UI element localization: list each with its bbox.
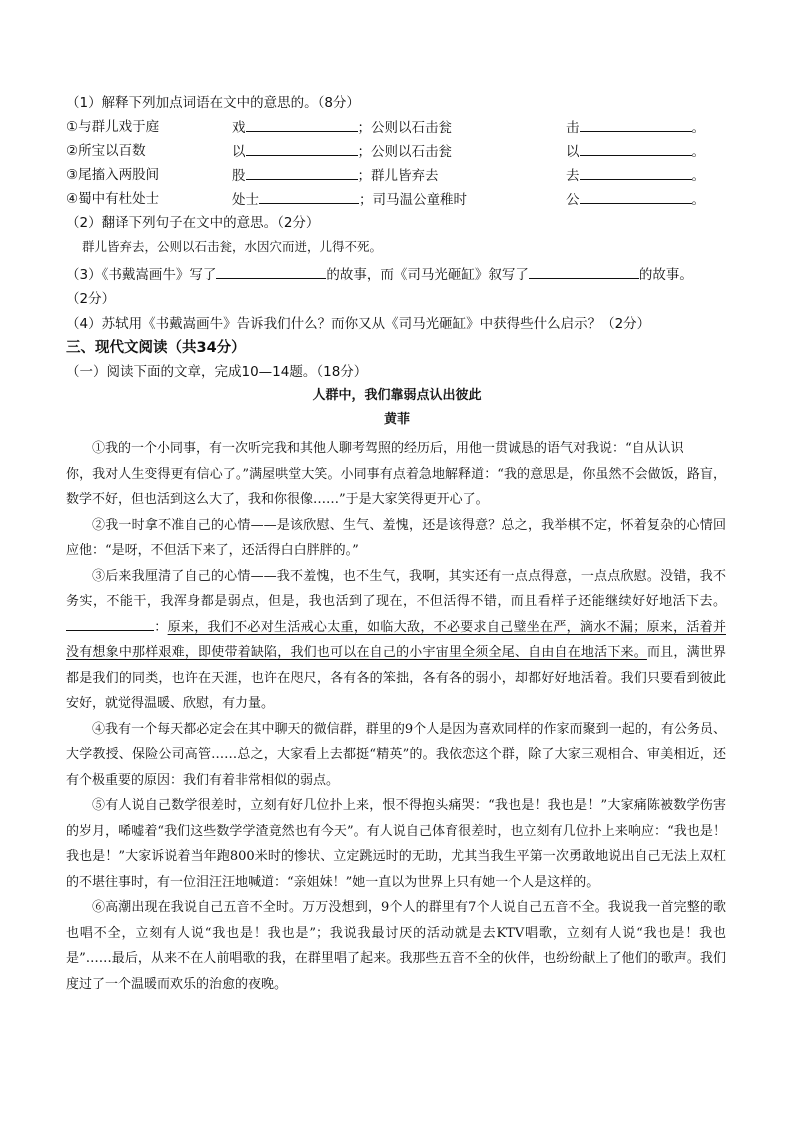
answer-blank[interactable] (529, 264, 639, 279)
paragraph-2: ②我一时拿不准自己的心情——是该欣慰、生气、羞愧，还是该得意？总之，我举棋不定，怀着复杂的心情回应他：“是呀，不但活下来了，还活得白白胖胖的。” (66, 517, 726, 558)
q1-title: （1）解释下列加点词语在文中的意思的。（8分） (66, 95, 360, 111)
paragraph-6: ⑥高潮出现在我说自己五音不全时。万万没想到，9个人的群里有7个人说自己五音不全。我说我一首完整的歌也唱不全，立刻有人说“我也是！我也是”；我说我最讨厌的活动就是去KTV唱歌，立刻有人说“我也是！我也是”……最后，从来不在人前唱歌的我，在群里唱了起来。我那些五音不全的伙伴，也纷纷献上了他们的歌声。我们度过了一个温暖而欢乐的治愈的夜晚。 (66, 900, 726, 992)
reading-intro: （一）阅读下面的文章，完成10—14题。（18分） (66, 364, 368, 380)
answer-blank[interactable] (580, 117, 692, 132)
answer-blank[interactable] (580, 141, 692, 156)
answer-blank[interactable] (66, 616, 154, 631)
q2-title: （2）翻译下列句子在文中的意思。（2分） (66, 215, 320, 231)
paragraph-3: ③后来我厘清了自己的心情——我不羞愧，也不生气，我啊，其实还有一点点得意，一点点欣慰。没错，我不务实，不能干，我浑身都是弱点，但是，我也活到了现在，不但活得不错，而且看样子还能继续好好地活下去。：原来，我们不必对生活戒心太重，如临大敌，不必要求自己璧坐在严，滴水不漏；原来，活着并没有想象中那样艰难，即使带着缺陷，我们也可以在自己的小宇宙里全须全尾、自由自在地活下来。而且，满世界都是我们的同类，也许在天涯，也许在咫尺，各有各的笨拙，各有各的弱小，却都好好地活着。我们只要看到彼此安好，就觉得温暖、欣慰，有力量。 (66, 568, 726, 711)
q1-row-2-word2: 以 。 (566, 141, 705, 162)
article-author: 黄菲 (383, 412, 410, 427)
paragraph-4: ④我有一个每天都必定会在其中聊天的微信群，群里的9个人是因为喜欢同样的作家而聚到一起的，有公务员、大学教授、保险公司高管……总之，大家看上去都挺“精英”的。我依恋这个群，除了大家三观相合、审美相近，还有个极重要的原因：我们有着非常相似的弱点。 (66, 721, 726, 788)
article-title: 人群中，我们靠弱点认出彼此 (312, 388, 482, 403)
answer-blank[interactable] (259, 189, 359, 204)
article-body (66, 436, 726, 997)
q2-sentence: 群儿皆弃去，公则以石击瓮，水因穴而迸，儿得不死。 (82, 239, 383, 254)
q1-row-4-word1: 处士 ；司马温公童稚时 (232, 189, 467, 210)
q3-score: （2分） (66, 291, 116, 307)
answer-blank[interactable] (216, 264, 326, 279)
answer-blank[interactable] (246, 141, 358, 156)
q1-row-2-item: ②所宝以百数 (66, 143, 146, 159)
q1-row-3-item: ③尾搐入两股间 (66, 167, 160, 183)
q1-row-4-item: ④蜀中有杜处士 (66, 191, 160, 207)
answer-blank[interactable] (246, 165, 358, 180)
answer-blank[interactable] (580, 189, 692, 204)
q3-line: （3）《书戴嵩画牛》写了 的故事，而《司马光砸缸》叙写了 的故事。 (66, 264, 693, 285)
q1-row-1-word1: 戏 ；公则以石击瓮 (232, 117, 452, 138)
answer-blank[interactable] (246, 117, 358, 132)
q1-row-3-word1: 股 ；群儿皆弃去 (232, 165, 439, 186)
paragraph-1a: ①我的一个小同事，有一次听完我和其他人聊考驾照的经历后，用他一贯诚恳的语气对我说：“自从认识 (92, 441, 684, 456)
paragraph-1b: 你，我对人生变得更有信心了。”满屋哄堂大笑。小同事有点着急地解释道：“我的意思是，你虽然不会做饭，路盲，数学不好，但也活到这么大了，我和你很像……”于是大家笑得更开心了。 (66, 466, 726, 507)
answer-blank[interactable] (580, 165, 692, 180)
underlined-sentence: 原来，我们不必对生活戒心太重，如临大敌，不必要求自己璧坐在严，滴水不漏；原来，活着并没有想象中那样艰难，即使带着缺陷，我们也可以在自己的小宇宙里全须全尾、自由自在地活下来。 (66, 619, 726, 660)
q1-row-1-word2: 击 。 (566, 117, 705, 138)
q1-row-2-word1: 以 ；公则以石击瓮 (232, 141, 452, 162)
q1-row-1-item: ①与群儿戏于庭 (66, 119, 160, 135)
q4-text: （4）苏轼用《书戴嵩画牛》告诉我们什么？而你又从《司马光砸缸》中获得些什么启示？（2分） (66, 316, 651, 332)
q1-row-4-word2: 公 。 (566, 189, 705, 210)
section-title: 三、现代文阅读（共34分） (66, 340, 246, 356)
paragraph-5: ⑤有人说自己数学很差时，立刻有好几位扑上来，恨不得抱头痛哭：“我也是！我也是！”大家痛陈被数学伤害的岁月，唏嘘着“我们这些数学学渣竟然也有今天”。有人说自己体育很差时，也立刻有几位扑上来响应：“我也是！我也是！”大家诉说着当年跑800米时的惨状、立定跳远时的无助，尤其当我生平第一次勇敢地说出自己无法上双杠的不堪往事时，有一位泪汪汪地喊道：“亲姐妹！”她一直以为世界上只有她一个人是这样的。 (66, 798, 726, 890)
q1-row-3-word2: 去 。 (566, 165, 705, 186)
